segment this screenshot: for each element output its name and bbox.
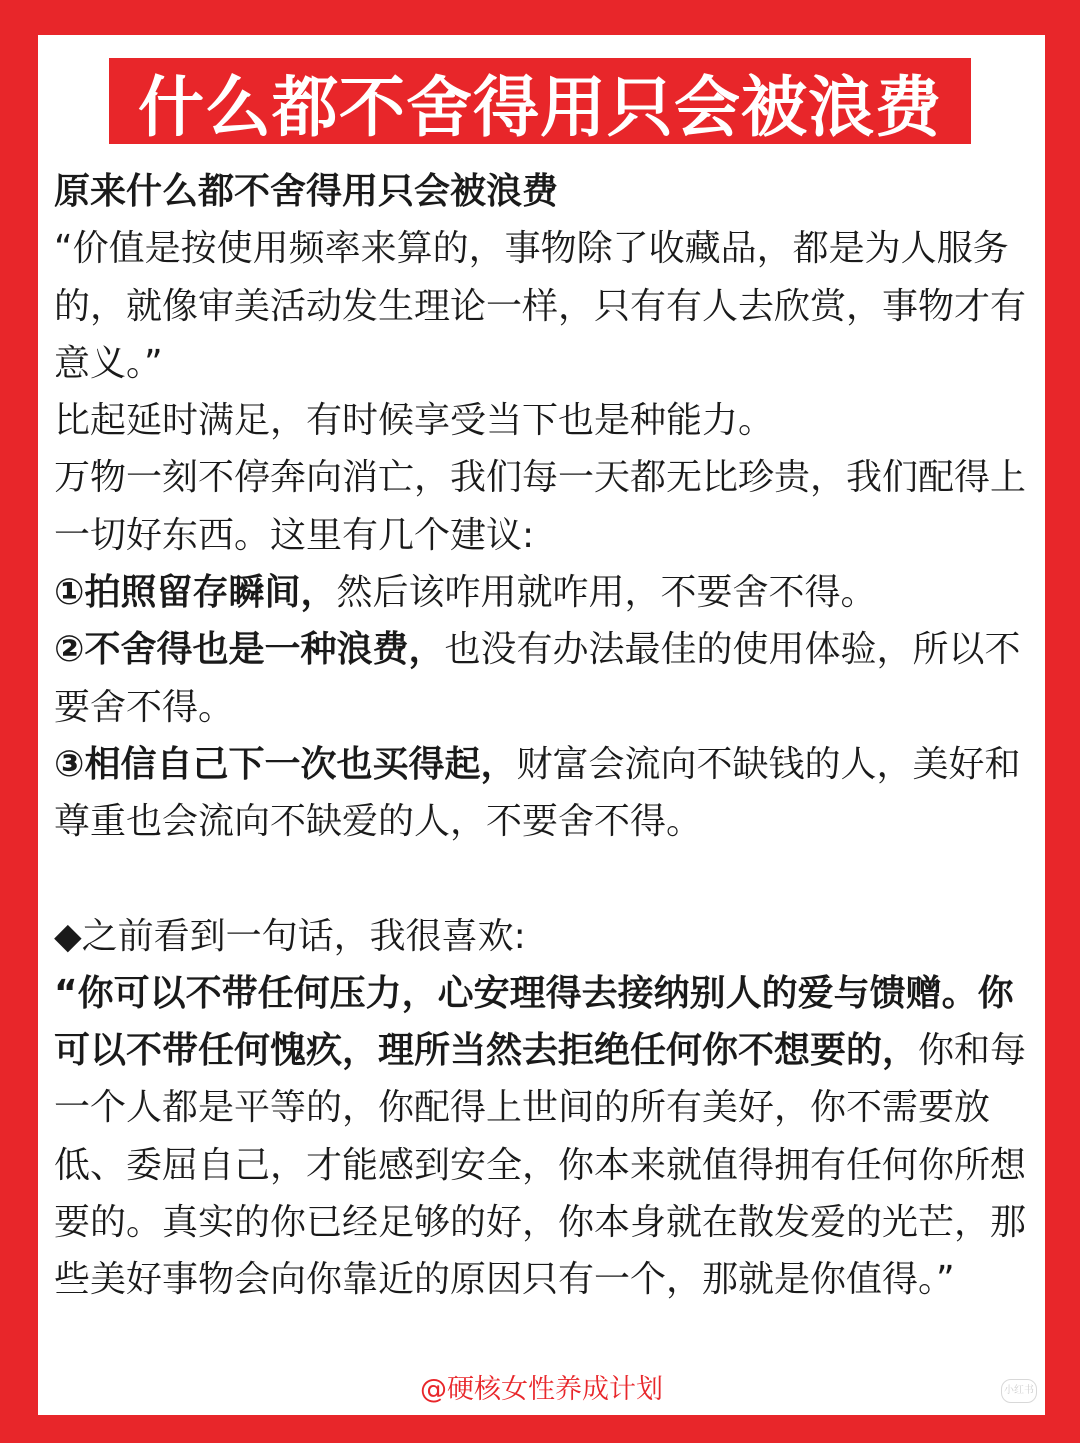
- tip-bold: ③相信自己下一次也买得起，: [54, 743, 517, 785]
- article-body: [54, 163, 1032, 1309]
- tip-bold: ①拍照留存瞬间，: [54, 572, 337, 614]
- saying-bold: “你可以不带任何压力，心安理得去接纳别人的爱与馈赠。你可以不带任何愧疚，理所当然去拒绝任何你不想要的，: [54, 972, 1014, 1072]
- spacer: [54, 851, 1032, 908]
- paragraph-2: 万物一刻不停奔向消亡，我们每一天都无比珍贵，我们配得上一切好东西。这里有几个建议:: [54, 457, 1027, 556]
- tip-text: 然后该咋用就咋用，不要舍不得。: [336, 572, 877, 614]
- quote-paragraph: “价值是按使用频率来算的，事物除了收藏品，都是为人服务的，就像审美活动发生理论一样，只有有人去欣赏，事物才有意义。”: [54, 228, 1027, 384]
- paragraph-1: 比起延时满足，有时候享受当下也是种能力。: [54, 400, 775, 442]
- saying-intro: ◆之前看到一句话，我很喜欢:: [54, 915, 526, 957]
- saying-paragraph: [54, 965, 1032, 1309]
- title-banner: [109, 58, 971, 144]
- tip-item: [54, 736, 1032, 851]
- saying-text: 你和每一个人都是平等的，你配得上世间的所有美好，你不需要放低、委屈自己，才能感到安全，你本来就值得拥有任何你所想要的。真实的你已经足够的好，你本身就在散发爱的光芒，那些美好事物会向你靠近的原因只有一个，那就是你值得。”: [54, 1030, 1027, 1301]
- author-handle: @硬核女性养成计划: [420, 1374, 663, 1405]
- subtitle: 原来什么都不舍得用只会被浪费: [54, 171, 559, 212]
- tip-bold: ②不舍得也是一种浪费，: [54, 629, 445, 671]
- tip-item: [54, 621, 1032, 736]
- tip-item: [54, 564, 1032, 621]
- page-title: 什么都不舍得用只会被浪费: [138, 68, 942, 146]
- tip-text: 也没有办法最佳的使用体验，所以不要舍不得。: [54, 629, 1021, 728]
- watermark-logo: 小红书: [1001, 1379, 1037, 1403]
- tip-text: 财富会流向不缺钱的人，美好和尊重也会流向不缺爱的人，不要舍不得。: [54, 743, 1021, 843]
- content-card: [38, 35, 1045, 1415]
